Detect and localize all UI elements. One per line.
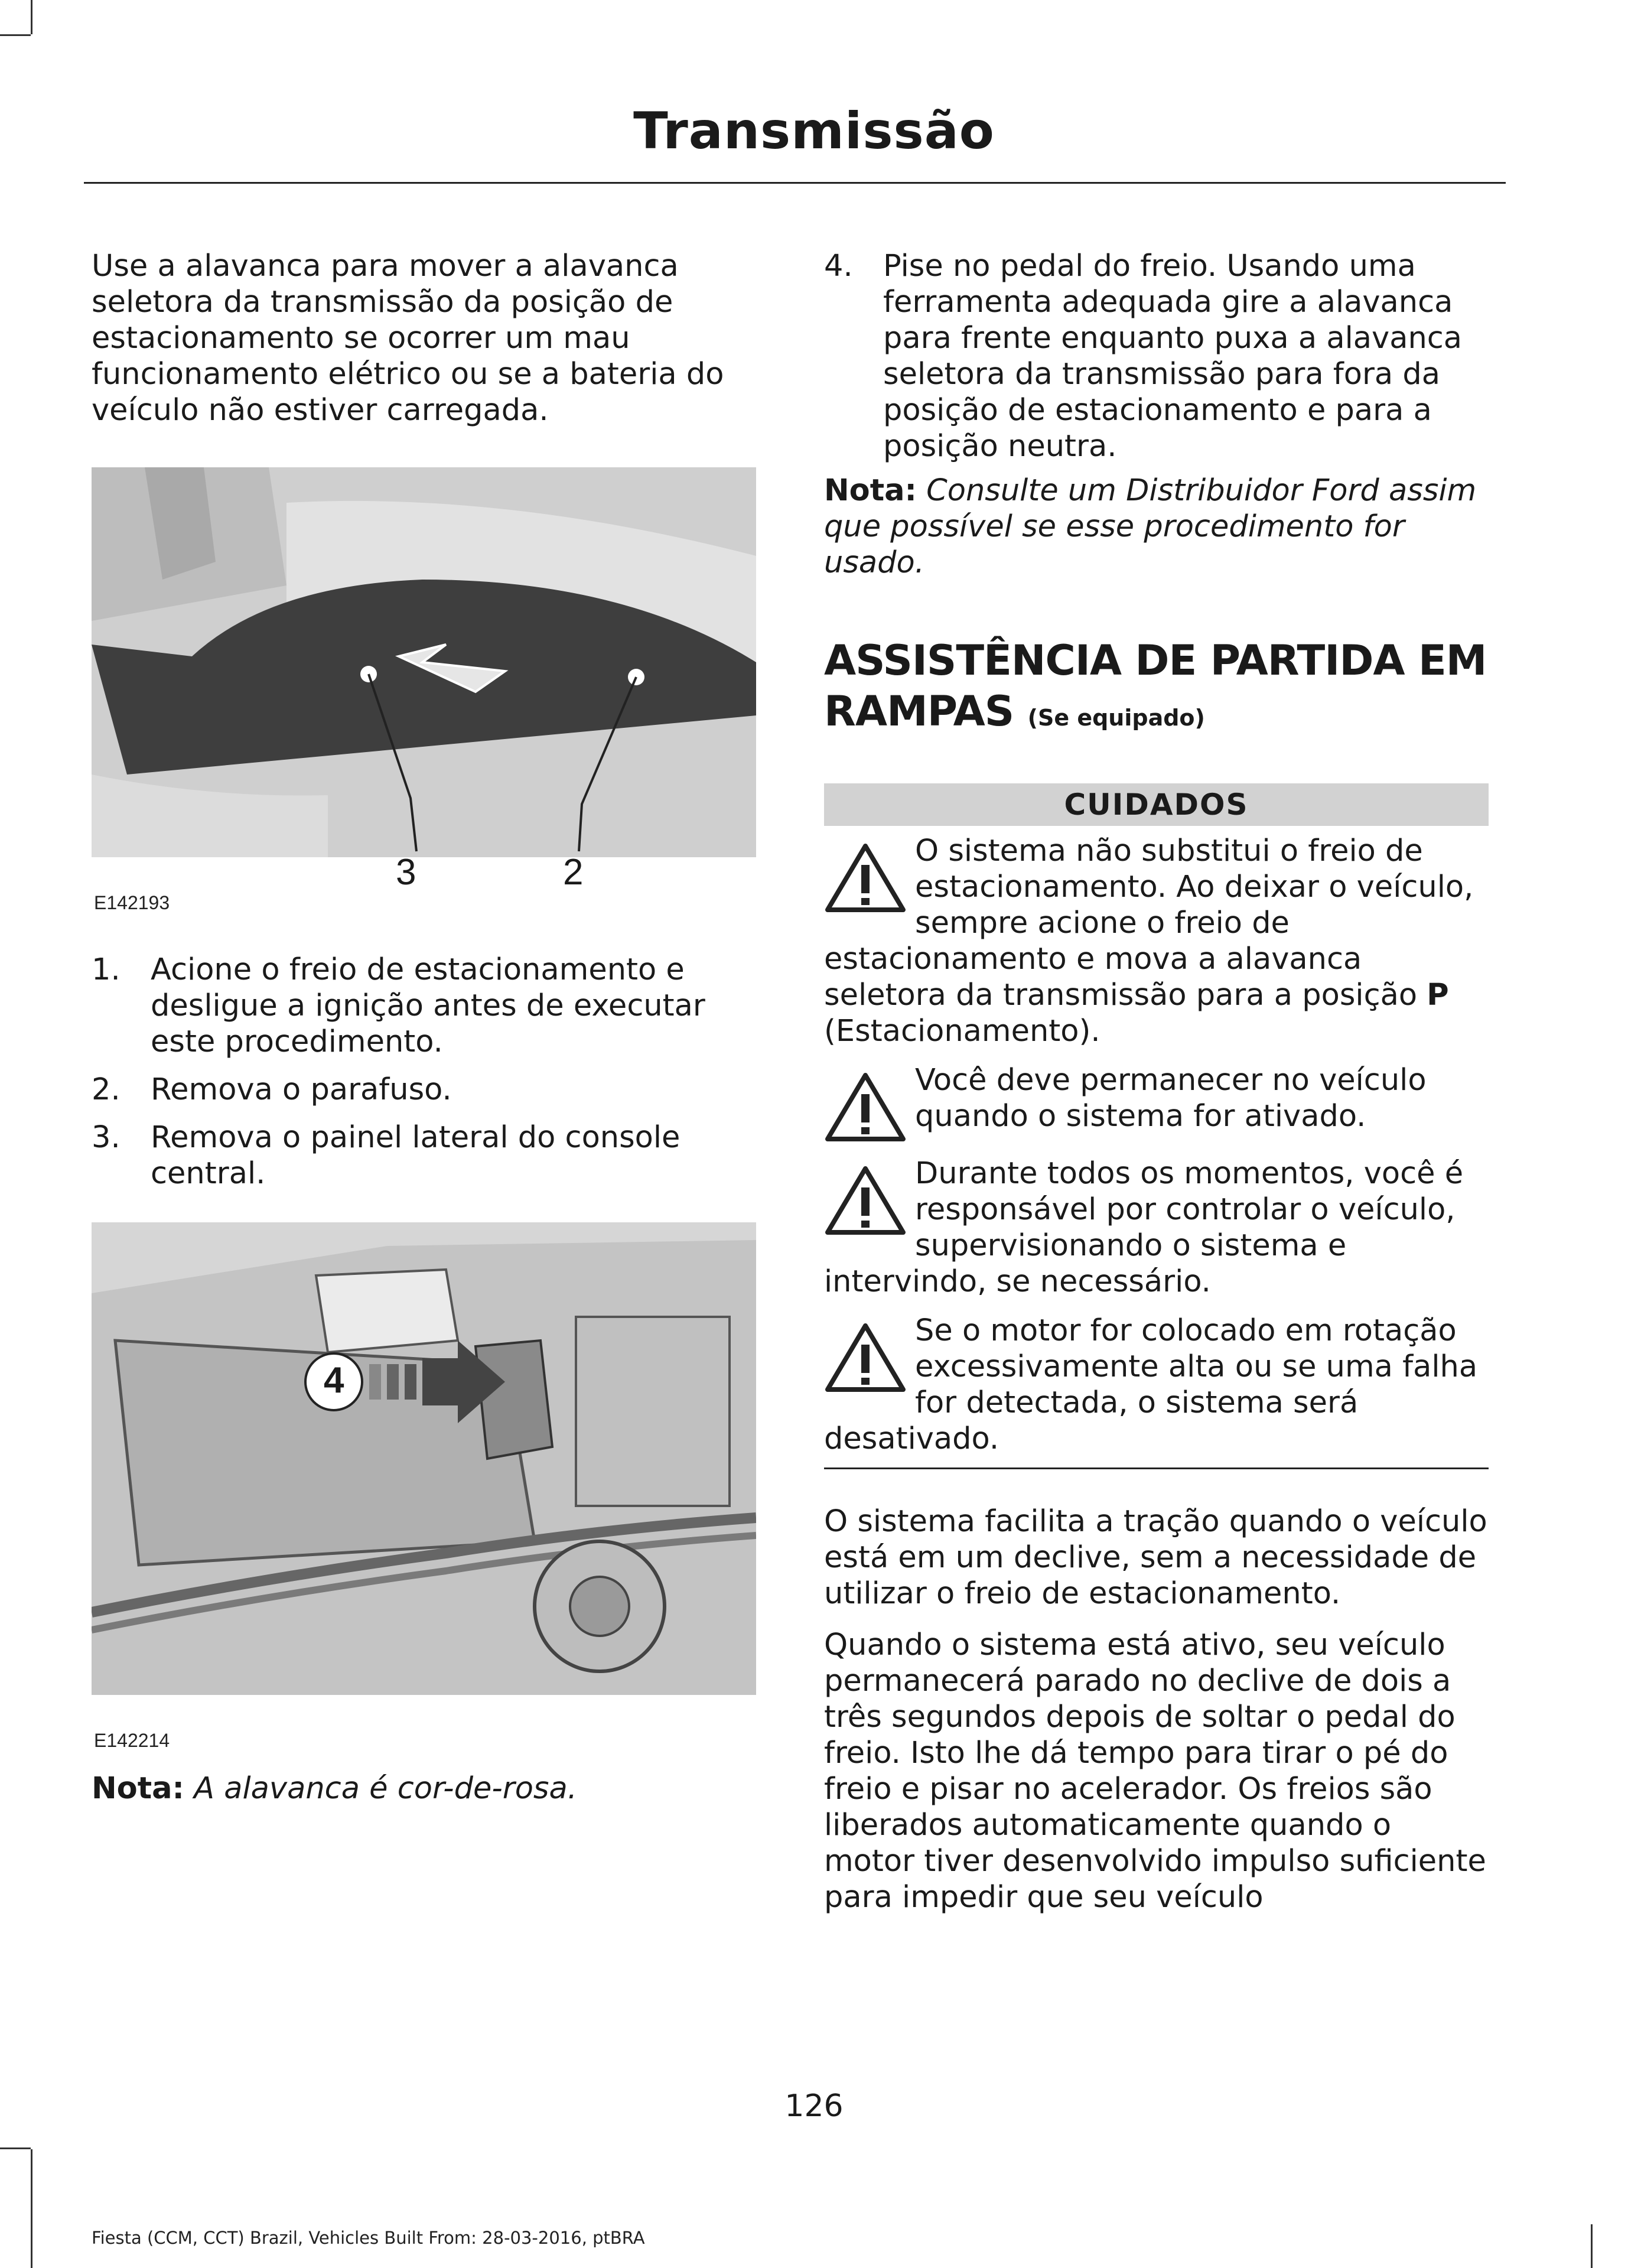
- warning-2: [824, 1062, 1489, 1147]
- step-number: 4.: [824, 249, 853, 284]
- cautions-end-rule: [824, 1467, 1489, 1469]
- warning-triangle-icon: [824, 842, 907, 915]
- note-label: Nota:: [92, 1771, 184, 1806]
- step-number: 2.: [92, 1072, 121, 1107]
- step-text: Remova o painel lateral do console central.: [151, 1120, 680, 1191]
- callout-4: 4: [324, 1360, 344, 1401]
- page-title: Transmissão: [633, 102, 995, 161]
- crop-mark: [0, 2147, 31, 2149]
- crop-mark: [0, 34, 31, 36]
- section-title-line1: ASSISTÊNCIA DE PARTIDA EM: [824, 636, 1487, 685]
- step-number: 3.: [92, 1120, 121, 1155]
- warning-triangle-icon: [824, 1072, 907, 1144]
- note: [824, 473, 1489, 581]
- figure-code: E142214: [94, 1730, 173, 1752]
- console-panel-illustration: [92, 467, 756, 916]
- warning-text: O sistema não substitui o freio de estacionamento. Ao deixar o veículo, sempre acione o freio de estacionamento e mova a alavanca seletora da transmissão para a posição: [824, 834, 1474, 1013]
- warning-text: Você deve permanecer no veículo quando o sistema for ativado.: [915, 1063, 1427, 1134]
- left-column: [92, 248, 756, 1807]
- step-text: Pise no pedal do freio. Usando uma ferramenta adequada gire a alavanca para frente enquanto puxa a alavanca seletora da transmissão para fora da posição de estacionamento e para a posição neutra.: [883, 249, 1463, 464]
- figure-lever: [92, 1222, 756, 1754]
- warning-bold: P: [1427, 978, 1449, 1013]
- step-text: Acione o freio de estacionamento e desligue a ignição antes de executar este procedimento.: [151, 952, 705, 1059]
- warning-triangle-icon: [824, 1165, 907, 1237]
- step-item: [824, 248, 1489, 464]
- body-paragraph: Quando o sistema está ativo, seu veículo permanecerá parado no declive de dois a três segundos depois de soltar o pedal do freio. Isto lhe dá tempo para tirar o pé do freio e pisar no acelerador. Os freios são liberados automaticamente quando o motor tiver desenvolvido impulso suficiente para impedir que seu veículo: [824, 1628, 1486, 1915]
- footer-text: Fiesta (CCM, CCT) Brazil, Vehicles Built From: 28-03-2016, ptBRA: [92, 2228, 645, 2248]
- cautions-header: CUIDADOS: [824, 783, 1489, 826]
- section-subtitle: (Se equipado): [1027, 705, 1205, 731]
- step-item: [92, 952, 756, 1060]
- crop-mark: [31, 2149, 32, 2268]
- crop-mark: [31, 0, 32, 34]
- figure-code: E142193: [94, 892, 173, 914]
- page-number: 126: [784, 2088, 844, 2124]
- crop-mark: [1591, 2224, 1593, 2268]
- warning-text-after: (Estacionamento).: [824, 1014, 1100, 1049]
- warning-text: Durante todos os momentos, você é responsável por controlar o veículo, supervisionando o sistema e intervindo, se necessário.: [824, 1156, 1464, 1299]
- body-paragraph: O sistema facilita a tração quando o veículo está em um declive, sem a necessidade de utilizar o freio de estacionamento.: [824, 1504, 1487, 1611]
- note: [92, 1771, 756, 1807]
- lever-illustration: [92, 1222, 756, 1754]
- warning-triangle-icon: [824, 1322, 907, 1394]
- figure-console-panel: [92, 467, 756, 916]
- note-text: Consulte um Distribuidor Ford assim que possível se esse procedimento for usado.: [824, 473, 1477, 580]
- step-text: Remova o parafuso.: [151, 1072, 452, 1107]
- intro-paragraph: Use a alavanca para mover a alavanca seletora da transmissão da posição de estacionamento se ocorrer um mau funcionamento elétrico ou se a bateria do veículo não estiver carregada.: [92, 249, 724, 428]
- warning-text: Se o motor for colocado em rotação excessivamente alta ou se uma falha for detectada, o sistema será desativado.: [824, 1313, 1478, 1456]
- warning-4: [824, 1313, 1489, 1457]
- step-number: 1.: [92, 952, 121, 987]
- section-title-line2: RAMPAS: [824, 687, 1014, 736]
- step-item: [92, 1120, 756, 1192]
- warning-1: [824, 833, 1489, 1049]
- section-title: [824, 635, 1489, 743]
- step-item: [92, 1072, 756, 1108]
- header-rule: [84, 182, 1506, 184]
- right-column: [824, 248, 1489, 1915]
- warning-3: [824, 1156, 1489, 1300]
- callout-2: 2: [563, 852, 584, 893]
- steps-list: [92, 952, 756, 1192]
- note-text: A alavanca é cor-de-rosa.: [194, 1771, 577, 1806]
- note-label: Nota:: [824, 473, 917, 508]
- callout-3: 3: [396, 852, 416, 893]
